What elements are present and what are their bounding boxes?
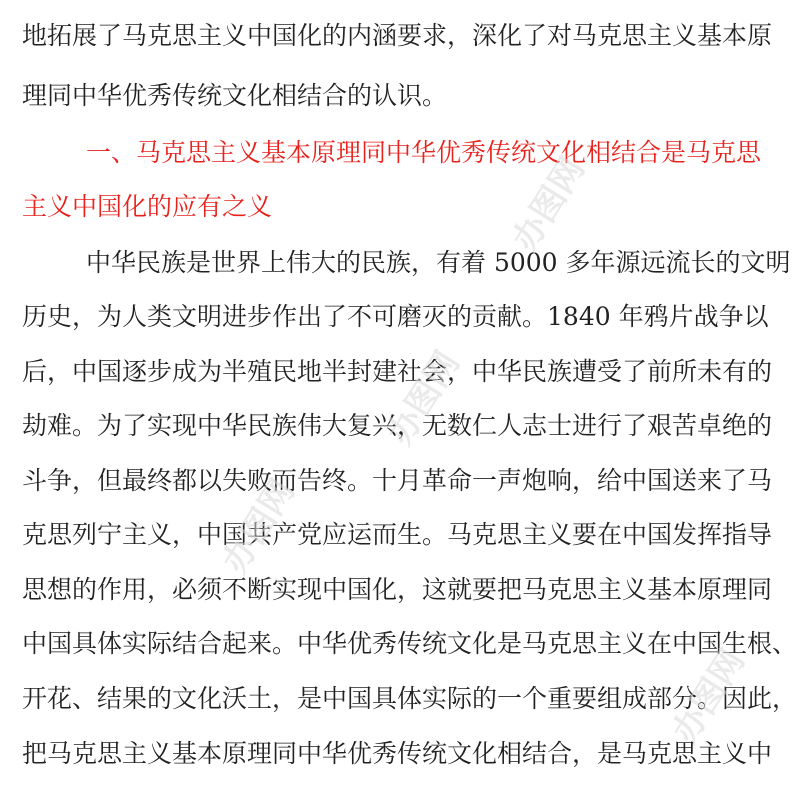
paragraph-line-1: 中华民族是世界上伟大的民族，有着 5000 多年源远流长的文明 — [86, 248, 791, 277]
paragraph-line-4: 劫难。为了实现中华民族伟大复兴，无数仁人志士进行了艰苦卓绝的 — [22, 411, 773, 440]
paragraph-line-9: 开花、结果的文化沃土，是中国具体实际的一个重要组成部分。因此， — [22, 684, 798, 713]
watermark-text-bottom-right: 办图网 — [664, 642, 753, 751]
watermark-text-upper: 办图网 — [504, 150, 593, 259]
paragraph-line-7: 思想的作用，必须不断实现中国化，这就要把马克思主义基本原理同 — [22, 575, 773, 604]
watermark-text-lower: 办图网 — [214, 472, 303, 581]
paragraph-line-3: 后，中国逐步成为半殖民地半封建社会，中华民族遭受了前所未有的 — [22, 357, 773, 386]
paragraph-line-6: 克思列宁主义，中国共产党应运而生。马克思主义要在中国发挥指导 — [22, 520, 773, 549]
section-heading-line-1: 一、马克思主义基本原理同中华优秀传统文化相结合是马克思 — [86, 138, 762, 167]
paragraph-line-8: 中国具体实际结合起来。中华优秀传统文化是马克思主义在中国生根、 — [22, 629, 798, 658]
watermark-text-middle: 办图网 — [379, 344, 468, 453]
section-heading-line-2: 主义中国化的应有之义 — [22, 192, 273, 221]
paragraph-line-5: 斗争，但最终都以失败而告终。十月革命一声炮响，给中国送来了马 — [22, 466, 773, 495]
paragraph-line-2: 历史，为人类文明进步作出了不可磨灭的贡献。1840 年鸦片战争以 — [22, 302, 769, 331]
body-line-1: 地拓展了马克思主义中国化的内涵要求，深化了对马克思主义基本原 — [22, 21, 773, 50]
paragraph-line-10: 把马克思主义基本原理同中华优秀传统文化相结合，是马克思主义中 — [22, 739, 773, 768]
body-line-2: 理同中华优秀传统文化相结合的认识。 — [22, 81, 448, 110]
